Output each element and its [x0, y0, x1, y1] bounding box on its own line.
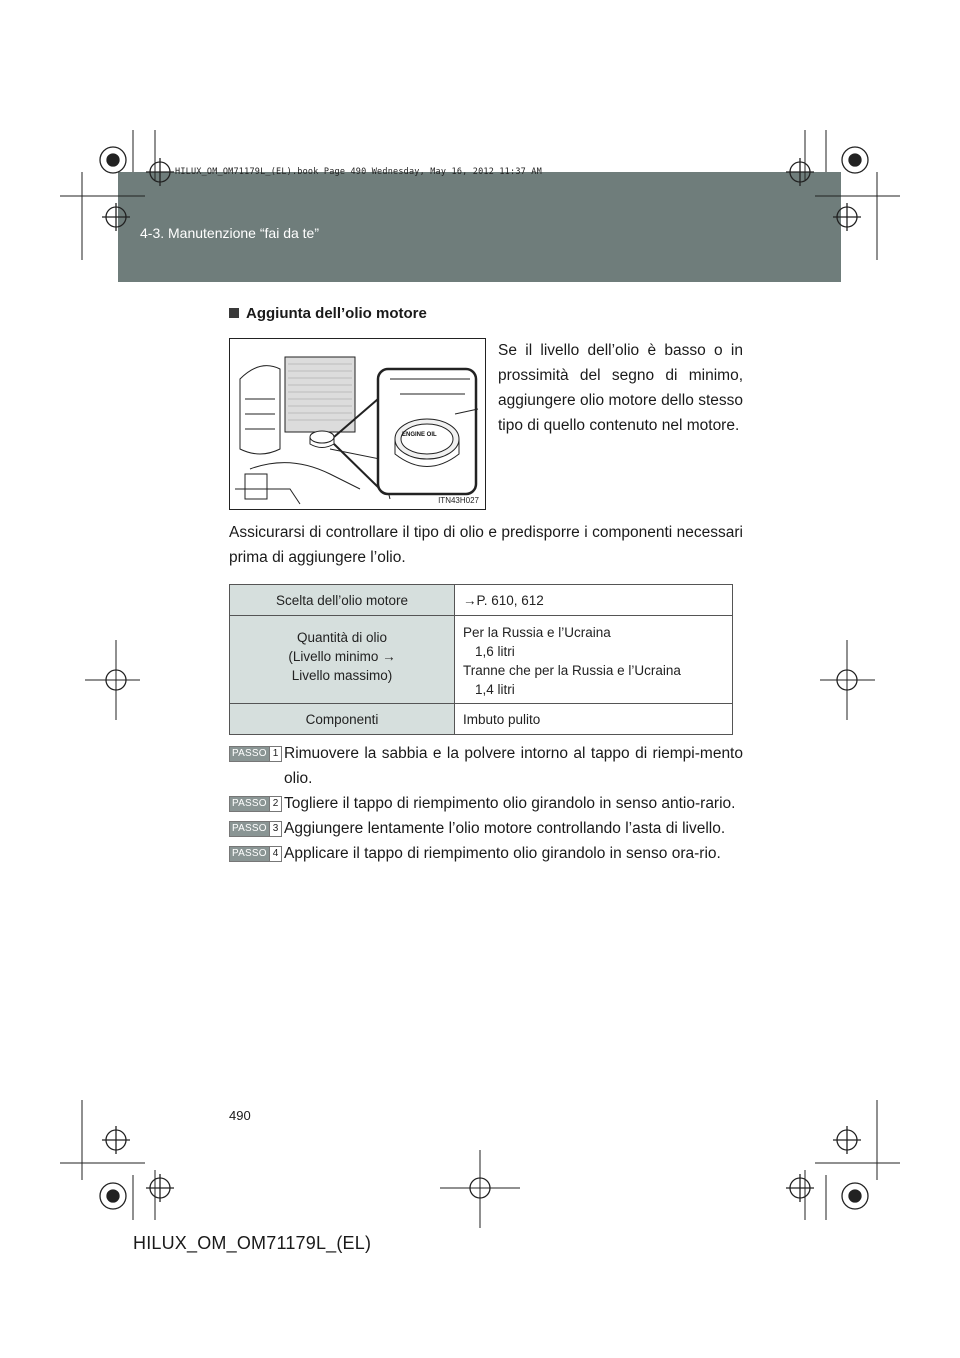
table-row	[230, 704, 733, 735]
table-label: Quantità di olio (Livello minimo → Livello massimo)	[230, 616, 455, 704]
table-value: →P. 610, 612	[455, 585, 733, 616]
section-breadcrumb: 4-3. Manutenzione “fai da te”	[140, 225, 319, 241]
table-label: Componenti	[230, 704, 455, 735]
table-row	[230, 616, 733, 704]
step-badge: PASSO 4	[229, 846, 282, 862]
intro-text: Se il livello dell’olio è basso o in prossimità del segno di minimo, aggiungere olio motore dello stesso tipo di quello contenuto nel motore.	[498, 342, 743, 434]
check-paragraph: Assicurarsi di controllare il tipo di olio e predisporre i componenti necessari prima di aggiungere l’olio.	[229, 524, 743, 566]
step-badge: PASSO 2	[229, 796, 282, 812]
list-item: PASSO 2 Togliere il tappo di riempimento olio girandolo in senso antio-rario.	[229, 791, 743, 816]
engine-oil-cap-figure	[229, 338, 486, 510]
figure-code: ITN43H027	[438, 496, 479, 505]
footer-doc-code: HILUX_OM_OM71179L_(EL)	[133, 1233, 372, 1253]
step-badge: PASSO 1	[229, 746, 282, 762]
square-bullet-icon	[229, 308, 239, 318]
book-info-line: HILUX_OM_OM71179L_(EL).book Page 490 Wednesday, May 16, 2012 11:37 AM	[175, 167, 542, 177]
table-row	[230, 585, 733, 616]
cap-label: ENGINE OIL	[402, 432, 437, 438]
page-header	[118, 172, 841, 282]
table-label: Scelta dell’olio motore	[230, 585, 455, 616]
list-item: PASSO 3 Aggiungere lentamente l’olio motore controllando l’asta di livello.	[229, 816, 743, 841]
section-title: Aggiunta dell’olio motore	[229, 305, 427, 322]
steps-list	[229, 741, 743, 866]
table-value: Imbuto pulito	[455, 704, 733, 735]
step-badge: PASSO 3	[229, 821, 282, 837]
oil-spec-table	[229, 584, 733, 735]
table-value: Per la Russia e l’Ucraina 1,6 litri Tranne che per la Russia e l’Ucraina 1,4 litri	[455, 616, 733, 704]
engine-bay-illustration	[230, 339, 485, 509]
list-item: PASSO 4 Applicare il tappo di riempimento olio girandolo in senso ora-rio.	[229, 841, 743, 866]
list-item: PASSO 1 Rimuovere la sabbia e la polvere intorno al tappo di riempi-mento olio.	[229, 741, 743, 791]
page-number: 490	[229, 1108, 251, 1123]
